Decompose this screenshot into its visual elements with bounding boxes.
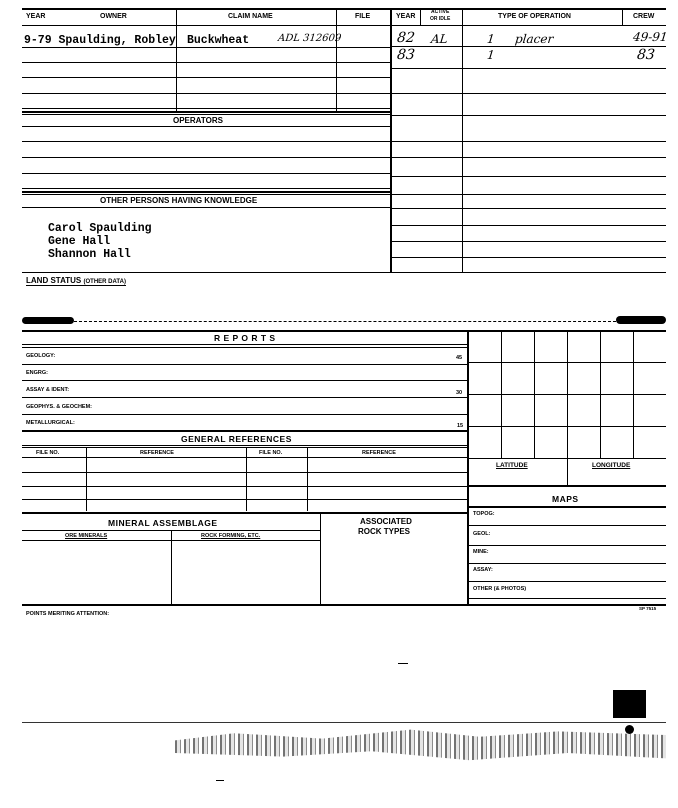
year-entry-1: 82 [396, 30, 416, 46]
form-code: SP 7515 [639, 606, 657, 611]
land-status-title [26, 276, 126, 286]
reports-title: R E P O R T S [214, 333, 276, 343]
points-meriting-attention: POINTS MERITING ATTENTION: [26, 611, 110, 617]
scan-smudge [175, 726, 666, 762]
active-entry-1: AL [430, 32, 449, 46]
person-name-3: Shannon Hall [48, 248, 131, 261]
maps-assay: ASSAY: [473, 567, 493, 573]
latitude-label: LATITUDE [496, 462, 528, 469]
reports-geophys: GEOPHYS. & GEOCHEM: [26, 404, 93, 410]
reports-geology: GEOLOGY: [26, 353, 56, 359]
reports-engrg: ENGRG: [26, 370, 48, 376]
genref-reference-1: REFERENCE [140, 450, 174, 456]
other-persons-title: OTHER PERSONS HAVING KNOWLEDGE [100, 196, 258, 205]
ore-minerals-label: ORE MINERALS [65, 533, 108, 539]
header-year: YEAR [26, 13, 46, 20]
header-file: FILE [355, 13, 371, 20]
header-owner: OWNER [100, 13, 127, 20]
person-name-1: Carol Spaulding [48, 222, 152, 235]
land-status-label: LAND STATUS [26, 276, 82, 285]
header-claim-name: CLAIM NAME [228, 13, 273, 20]
mineral-assemblage-title: MINERAL ASSEMBLAGE [108, 518, 218, 528]
header-or-idle: OR IDLE [430, 16, 451, 22]
maps-mine: MINE: [473, 549, 489, 555]
crew-entry-2: 83 [636, 47, 656, 63]
operation-entry-1: placer [514, 32, 554, 46]
reports-metallurgical: METALLURGICAL: [26, 420, 75, 426]
maps-other: OTHER (& PHOTOS) [473, 586, 527, 592]
land-status-sub: (OTHER DATA) [83, 279, 126, 285]
header-crew: CREW [633, 13, 655, 20]
claim-name-entry: Buckwheat [187, 34, 250, 47]
operators-title: OPERATORS [173, 116, 223, 125]
crew-entry-1: 49-91 [632, 30, 669, 44]
genref-reference-2: REFERENCE [362, 450, 396, 456]
year-entry-2: 83 [396, 47, 416, 63]
reports-assay-num: 30 [456, 390, 463, 396]
scan-artifact-block [613, 690, 646, 718]
count-entry-2: 1 [486, 48, 496, 62]
general-references-title: GENERAL REFERENCES [181, 434, 292, 444]
scan-artifact-dot [625, 725, 634, 734]
reports-metallurgical-num: 15 [457, 423, 464, 429]
file-entry: ADL 312609 [277, 33, 342, 44]
owner-entry: 9-79 Spaulding, Robley [24, 34, 176, 47]
maps-topog: TOPOG: [473, 511, 495, 517]
maps-title: MAPS [552, 494, 579, 504]
header-active: ACTIVE [431, 9, 450, 15]
genref-file-no-1: FILE NO. [36, 450, 60, 456]
associated-label: ASSOCIATED [360, 517, 412, 526]
header-type-of-operation: TYPE OF OPERATION [498, 13, 571, 20]
genref-file-no-2: FILE NO. [259, 450, 283, 456]
person-name-2: Gene Hall [48, 235, 111, 248]
count-entry-1: 1 [486, 32, 496, 46]
header-year-2: YEAR [396, 13, 416, 20]
reports-assay: ASSAY & IDENT: [26, 387, 70, 393]
rock-types-label: ROCK TYPES [358, 527, 411, 536]
longitude-label: LONGITUDE [592, 462, 631, 469]
rock-forming-label: ROCK FORMING, ETC. [201, 533, 261, 539]
maps-geol: GEOL: [473, 531, 491, 537]
reports-geology-num: 45 [456, 355, 463, 361]
